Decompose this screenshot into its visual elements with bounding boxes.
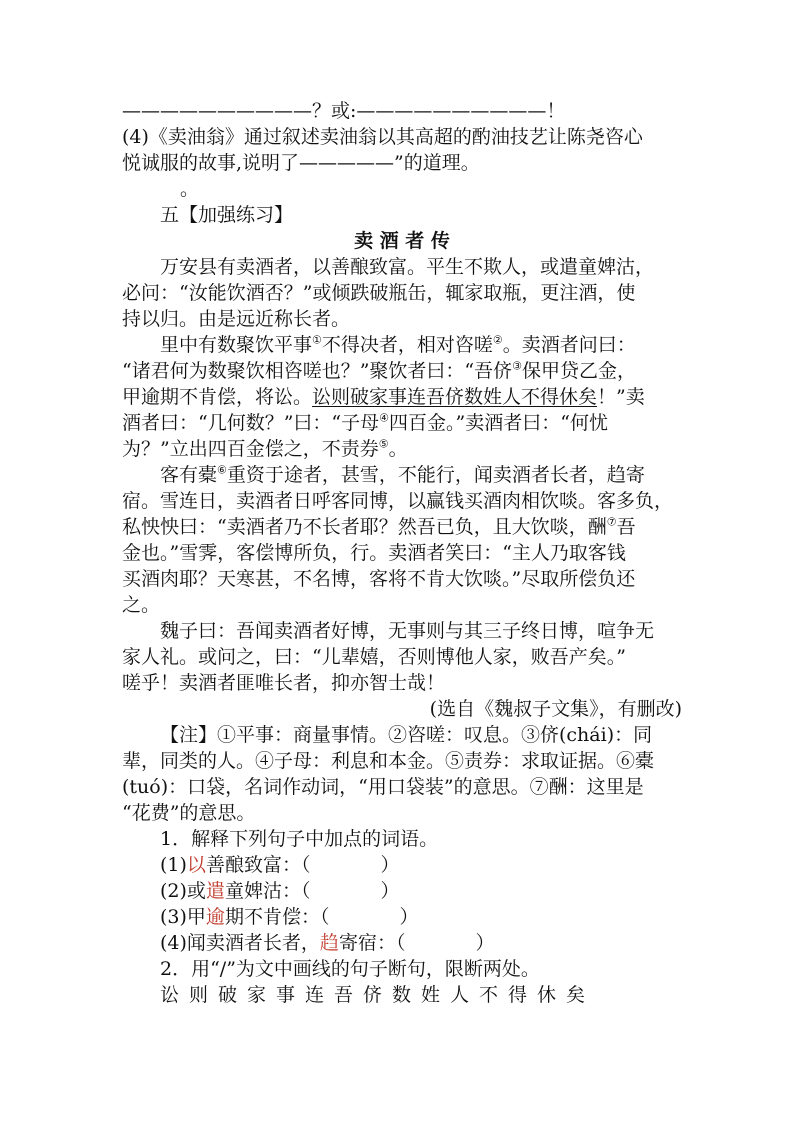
passage-p3-line1: 客有橐⑥重资于途者，甚雪，不能行，闻卖酒者长者，趋寄 [160, 463, 645, 486]
passage-p1-line3: 持以归。由是远近称长者。 [122, 308, 351, 330]
passage-p3-line3: 私怏怏曰：“卖酒者乃不长者耶？然吾已负，且大饮啖，酬⑦吾 [122, 515, 636, 538]
passage-p4-line3: 嗟乎！卖酒者匪唯长者，抑亦智士哉！ [122, 672, 446, 694]
sentence-char: 休 [537, 984, 557, 1006]
footnote-marker: ④ [379, 411, 390, 425]
underlined-sentence: 讼则破家事连吾侪数姓人不得休矣 [312, 386, 598, 408]
footnote-marker: ⑦ [606, 515, 617, 529]
sentence-char: 人 [450, 984, 470, 1006]
sentence-char: 事 [276, 984, 296, 1006]
dotted-word: 逾 [205, 906, 225, 928]
question-1-item-3: (3)甲逾期不肯偿：（ ） [160, 906, 419, 928]
footnote-marker: ⑤ [378, 437, 389, 451]
prev-question-4-line1: (4)《卖油翁》通过叙述卖油翁以其高超的酌油技艺让陈尧咨心 [122, 126, 643, 148]
question-1-prompt: 1．解释下列句子中加点的词语。 [160, 828, 439, 850]
passage-p4-line1: 魏子曰：吾闻卖酒者好博，无事则与其三子终日博，喧争无 [160, 620, 655, 642]
passage-p1-line2: 必问：“汝能饮酒否？”或倾跌破瓶缶，辄家取瓶，更注酒，使 [122, 282, 636, 304]
passage-p2-line5: 为？”立出四百金偿之，不责券⑤。 [122, 437, 408, 460]
question-2-sentence[interactable] [160, 982, 682, 1008]
passage-source: (选自《魏叔子文集》，有删改) [429, 698, 682, 720]
passage-p2-line2: “诸君何为数聚饮相咨嗟也？”聚饮者曰：“吾侪③保甲贷乙金， [122, 359, 637, 382]
dotted-word: 趋 [319, 932, 339, 954]
sentence-char: 破 [218, 984, 238, 1006]
prev-question-blanks: ——————————？或:——————————！ [122, 100, 566, 122]
passage-p3-line4: 金也。”雪霁，客偿博所负，行。卖酒者笑曰：“主人乃取客钱 [122, 542, 626, 564]
sentence-char: 则 [189, 984, 209, 1006]
sentence-char: 姓 [421, 984, 441, 1006]
sentence-char: 不 [479, 984, 499, 1006]
footnote-marker: ① [312, 333, 322, 347]
passage-p2-line3: 甲逾期不肯偿，将讼。讼则破家事连吾侪数姓人不得休矣！”卖 [122, 386, 645, 408]
notes-line2: 辈，同类的人。④子母：利息和本金。⑤责券：求取证据。⑥橐 [122, 750, 655, 772]
footnote-marker: ⑥ [217, 463, 227, 477]
passage-p3-line2: 宿。雪连日，卖酒者日呼客同博，以赢钱买酒肉相饮啖。客多负， [122, 490, 674, 512]
sentence-char: 连 [305, 984, 325, 1006]
question-1-item-4: (4)闻卖酒者长者，趋寄宿：（ ） [160, 932, 495, 954]
sentence-char: 讼 [160, 984, 180, 1006]
passage-p4-line2: 家人礼。或问之，曰：“儿辈嬉，否则博他人家，败吾产矣。” [122, 646, 626, 668]
dotted-word: 以 [186, 854, 206, 876]
sentence-char: 侪 [363, 984, 383, 1006]
sentence-char: 数 [392, 984, 412, 1006]
question-1-item-2: (2)或遣童婢沽：（ ） [160, 880, 400, 902]
sentence-char: 家 [247, 984, 267, 1006]
notes-line4: “花费”的意思。 [122, 802, 256, 824]
passage-p2-line4: 酒者曰：“几何数？”曰：“子母④四百金。”卖酒者曰：“何忧 [122, 411, 608, 434]
footnote-marker: ③ [512, 359, 523, 373]
question-2-prompt: 2．用“/”为文中画线的句子断句，限断两处。 [160, 958, 540, 980]
sentence-char: 吾 [334, 984, 354, 1006]
stray-period: 。 [180, 178, 200, 200]
passage-title: 卖 酒 者 传 [354, 230, 450, 252]
footnote-marker: ② [492, 333, 503, 347]
passage-p2-line1: 里中有数聚饮平事①不得决者，相对咨嗟②。卖酒者问曰： [160, 333, 636, 356]
prev-question-4-line2: 悦诚服的故事,说明了—————”的道理。 [122, 152, 480, 174]
question-1-item-1: (1)以善酿致富：（ ） [160, 854, 400, 876]
notes-line3: (tuó)：口袋，名词作动词，“用口袋装”的意思。⑦酬：这里是 [122, 776, 644, 798]
notes-line1: 【注】①平事：商量事情。②咨嗟：叹息。③侪(chái)：同 [160, 724, 653, 746]
sentence-char: 得 [508, 984, 528, 1006]
passage-p3-line6: 之。 [122, 594, 161, 616]
passage-p3-line5: 买酒肉耶？天寒甚，不名博，客将不肯大饮啖。”尽取所偿负还 [122, 568, 636, 590]
section-title: 五【加强练习】 [160, 204, 294, 226]
passage-p1-line1: 万安县有卖酒者，以善酿致富。平生不欺人，或遣童婢沽， [160, 256, 655, 278]
dotted-word: 遣 [205, 880, 225, 902]
sentence-char: 矣 [566, 984, 586, 1006]
